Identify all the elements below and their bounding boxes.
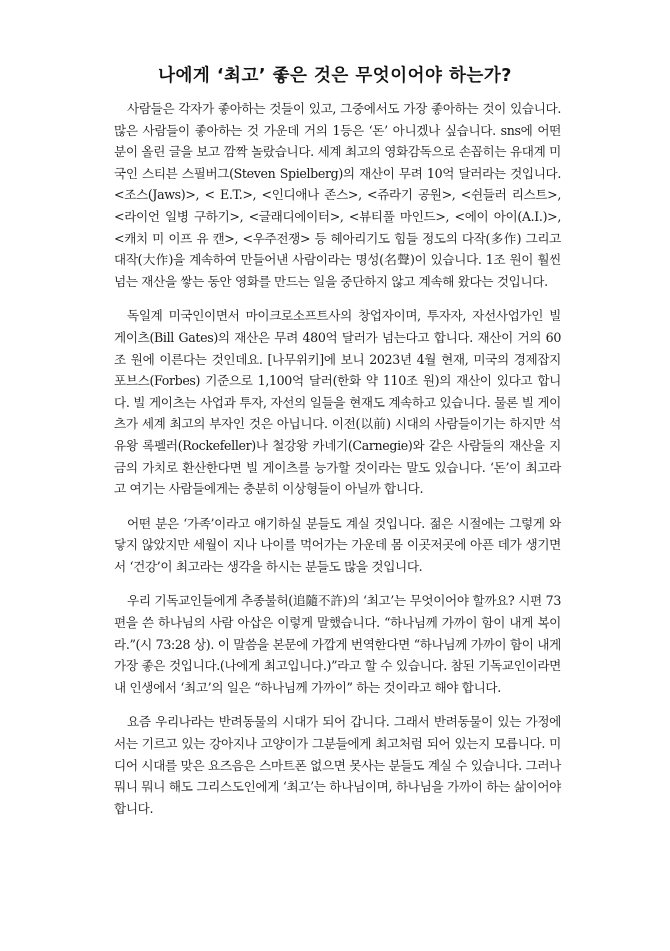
paragraph-2: 독일계 미국인이면서 마이크로소프트사의 창업자이며, 투자자, 자선사업가인 빌 게이츠(Bill Gates)의 재산은 무려 480억 달러가 넘는다고 합니다. 재산이 거의 60조 원에 이른다는 것인데요. [나무위키]에 보니 2023년 4월 현재, 미국의 경제잡지 포브스(Forbes) 기준으로 1,100억 달러(한화 약 110조 원)의 재산이 있다고 합니다. 빌 게이츠는 사업과 투자, 자선의 일들을 현재도 계속하고 있습니다. 물론 빌 게이츠가 세계 최고의 부자인 것은 아닙니다. 이전(以前) 시대의 사람들이기는 하지만 석유왕 록펠러(Rockefeller)나 철강왕 카네기(Carnegie)와 같은 사람들의 재산을 지금의 가치로 환산한다면 빌 게이츠를 능가할 것이라는 말도 있습니다. ‘돈’이 최고라고 여기는 사람들에게는 충분히 이상형들이 아닐까 합니다. bbox=[114, 308, 561, 497]
paragraph-1: 사람들은 각자가 좋아하는 것들이 있고, 그중에서도 가장 좋아하는 것이 있습니다. 많은 사람들이 좋아하는 것 가운데 거의 1등은 ‘돈’ 아니겠나 싶습니다. sns에 어떤 분이 올린 글을 보고 깜짝 놀랐습니다. 세계 최고의 영화감독으로 손꼽히는 유대계 미국인 스티븐 스필버그(Steven Spielberg)의 재산이 무려 10억 달러라는 것입니다. <조스(Jaws)>, < E.T.>, <인디애나 존스>, <쥬라기 공원>, <쉰들러 리스트>, <라이언 일병 구하기>, <글래디에이터>, <뷰티풀 마인드>, <에이 아이(A.I.)>, <캐치 미 이프 유 캔>, <우주전쟁> 등 헤아리기도 힘들 정도의 다작(多作) 그리고 대작(大作)을 계속하여 만들어낸 사람이라는 명성(名聲)이 있습니다. 1조 원이 훨씬 넘는 재산을 쌓는 동안 영화를 만드는 일을 중단하지 않고 계속해 왔다는 것입니다. bbox=[114, 101, 561, 289]
paragraph-4: 우리 기독교인들에게 추종불허(追隨不許)의 ‘최고’는 무엇이어야 할까요? 시편 73편을 쓴 하나님의 사람 아삽은 이렇게 말했습니다. “하나님께 가까이 함이 내게 복이라.”(시 73:28 상). 이 말씀을 본문에 가깝게 번역한다면 “하나님께 가까이 함이 내게 가장 좋은 것입니다.(나에게 최고입니다.)”라고 할 수 있습니다. 참된 기독교인이라면 내 인생에서 ‘최고’의 일은 “하나님께 가까이” 하는 것이라고 해야 합니다. bbox=[114, 593, 561, 695]
paragraph-5: 요즘 우리나라는 반려동물의 시대가 되어 갑니다. 그래서 반려동물이 있는 가정에서는 기르고 있는 강아지나 고양이가 그분들에게 최고처럼 되어 있는지 모릅니다. 미디어 시대를 맞은 요즈음은 스마트폰 없으면 못사는 분들도 계실 수 있습니다. 그러나 뭐니 뭐니 해도 그리스도인에게 ‘최고’는 하나님이며, 하나님을 가까이 하는 삶이어야 합니다. bbox=[114, 714, 561, 816]
page-title: 나에게 ‘최고’ 좋은 것은 무엇이어야 하는가? bbox=[158, 66, 512, 86]
document-body bbox=[114, 98, 561, 832]
paragraph-3: 어떤 분은 ‘가족’이라고 얘기하실 분들도 계실 것입니다. 젊은 시절에는 그렇게 와 닿지 않았지만 세월이 지나 나이를 먹어가는 가운데 몸 이곳저곳에 아픈 데가 생기면서 ‘건강’이 최고라는 생각을 하시는 분들도 많을 것입니다. bbox=[114, 515, 561, 574]
